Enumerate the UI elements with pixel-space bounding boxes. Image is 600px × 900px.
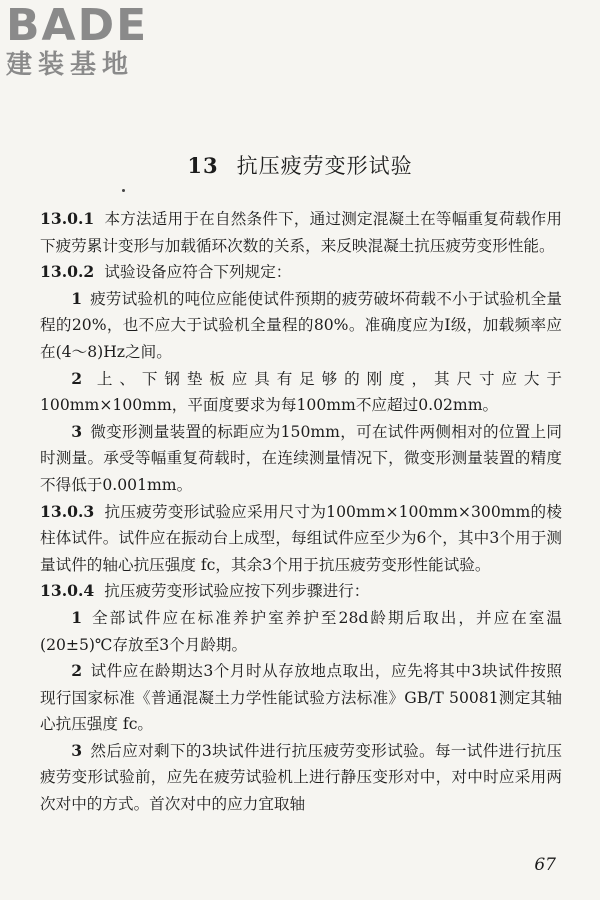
item-number: 3 bbox=[71, 740, 83, 760]
item-text: 全部试件应在标准养护室养护至28d龄期后取出，并应在室温(20±5)℃存放至3个月龄期。 bbox=[40, 608, 562, 654]
clause-number: 13.0.2 bbox=[40, 262, 95, 282]
item-text: 微变形测量装置的标距应为150mm，可在试件两侧相对的位置上同时测量。承受等幅重复荷载时，在连续测量情况下，微变形测量装置的精度不得低于0.001mm。 bbox=[40, 422, 562, 494]
paragraph-text: 抗压疲劳变形试验应采用尺寸为100mm×100mm×300mm的棱柱体试件。试件应在振动台上成型，每组试件应至少为6个，其中3个用于测量试件的轴心抗压强度 fc，其余3个用于抗压疲劳变形性能试验。 bbox=[40, 502, 562, 574]
paragraph bbox=[40, 259, 562, 286]
item-number: 1 bbox=[71, 607, 83, 627]
list-item bbox=[40, 605, 562, 658]
logo bbox=[6, 0, 149, 80]
paragraph bbox=[40, 206, 562, 259]
clause-number: 13.0.4 bbox=[40, 581, 95, 601]
logo-brand: BADE bbox=[6, 0, 149, 51]
chapter-title bbox=[0, 150, 600, 180]
chapter-number: 13 bbox=[187, 153, 219, 178]
scan-speck bbox=[122, 189, 125, 192]
paragraph bbox=[40, 578, 562, 605]
list-item bbox=[40, 286, 562, 366]
paragraph bbox=[40, 499, 562, 579]
item-text: 试件应在龄期达3个月时从存放地点取出，应先将其中3块试件按照现行国家标准《普通混凝土力学性能试验方法标准》GB/T 50081测定其轴心抗压强度 fc。 bbox=[40, 662, 562, 734]
list-item bbox=[40, 419, 562, 499]
chapter-title-text: 抗压疲劳变形试验 bbox=[236, 154, 413, 178]
document-body bbox=[40, 206, 562, 818]
item-number: 3 bbox=[71, 421, 83, 441]
list-item bbox=[40, 366, 562, 419]
item-text: 上、下钢垫板应具有足够的刚度，其尺寸应大于100mm×100mm，平面度要求为每100mm不应超过0.02mm。 bbox=[40, 369, 562, 415]
paragraph-text: 试验设备应符合下列规定： bbox=[104, 263, 292, 282]
item-number: 1 bbox=[71, 288, 83, 308]
item-text: 然后应对剩下的3块试件进行抗压疲劳变形试验。每一试件进行抗压疲劳变形试验前，应先在疲劳试验机上进行静压变形对中，对中时应采用两次对中的方式。首次对中的应力宜取轴 bbox=[40, 741, 562, 814]
list-item bbox=[40, 738, 562, 818]
paragraph-text: 抗压疲劳变形试验应按下列步骤进行： bbox=[104, 582, 370, 601]
logo-tagline: 建装基地 bbox=[6, 50, 135, 80]
item-text: 疲劳试验机的吨位应能使试件预期的疲劳破坏荷载不小于试验机全量程的20%，也不应大于试验机全量程的80%。准确度应为Ⅰ级，加载频率应在(4～8)Hz之间。 bbox=[40, 289, 562, 361]
item-number: 2 bbox=[71, 368, 83, 388]
list-item bbox=[40, 658, 562, 738]
page-number: 67 bbox=[534, 855, 556, 875]
clause-number: 13.0.3 bbox=[40, 501, 95, 521]
item-number: 2 bbox=[71, 661, 83, 681]
clause-number: 13.0.1 bbox=[40, 209, 95, 228]
paragraph-text: 本方法适用于在自然条件下，通过测定混凝土在等幅重复荷载作用下疲劳累计变形与加载循环次数的关系，来反映混凝土抗压疲劳变形性能。 bbox=[40, 210, 562, 255]
